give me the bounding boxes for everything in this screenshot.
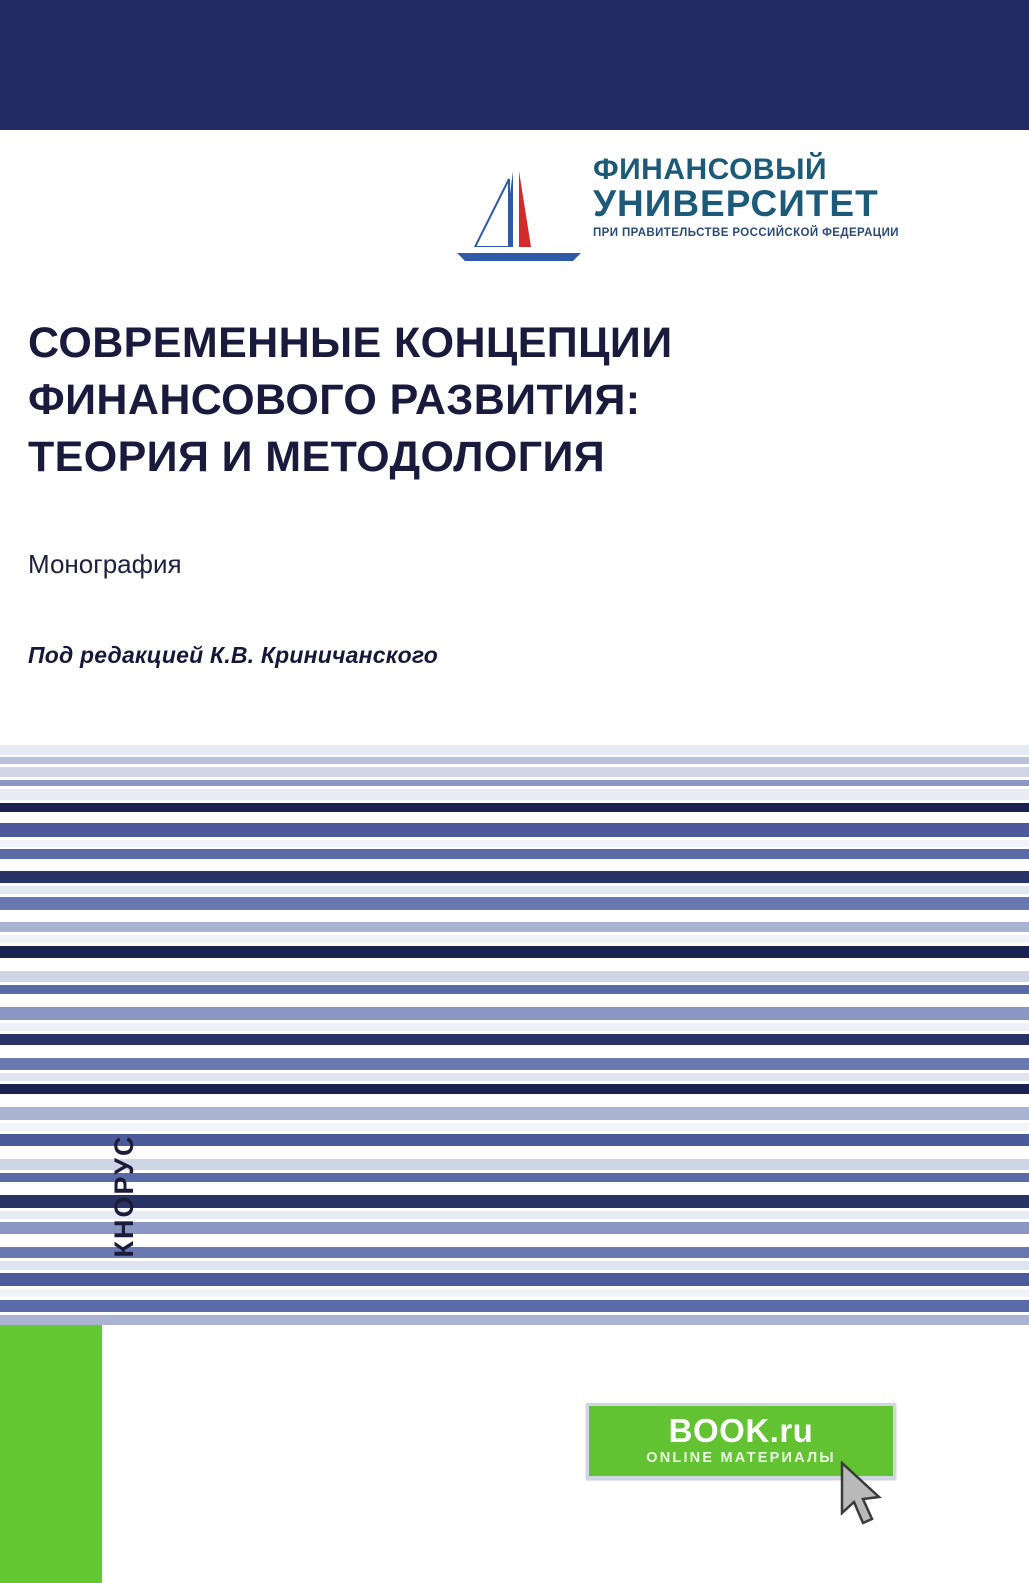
stripe-36 [0, 1185, 1029, 1192]
stripe-8 [0, 840, 1029, 847]
title-line-2: ФИНАНСОВОГО РАЗВИТИЯ: [28, 376, 641, 425]
stripe-41 [0, 1247, 1029, 1258]
stripe-13 [0, 897, 1029, 910]
stripe-7 [0, 823, 1029, 837]
stripe-33 [0, 1149, 1029, 1156]
stripe-6 [0, 815, 1029, 821]
page-title [28, 315, 858, 487]
stripe-9 [0, 849, 1029, 859]
stripe-43 [0, 1273, 1029, 1286]
university-logo [455, 155, 905, 270]
stripe-27 [0, 1073, 1029, 1081]
stripe-30 [0, 1107, 1029, 1120]
top-navy-band [0, 0, 1029, 130]
stripe-4 [0, 789, 1029, 800]
stripe-0 [0, 745, 1029, 755]
stripe-20 [0, 985, 1029, 994]
stripe-10 [0, 862, 1029, 868]
stripe-42 [0, 1261, 1029, 1270]
stripe-2 [0, 767, 1029, 777]
stripe-15 [0, 922, 1029, 932]
logo-line-1: ФИНАНСОВЫЙ [593, 153, 828, 186]
title-line-3: ТЕОРИЯ И МЕТОДОЛОГИЯ [28, 433, 606, 482]
stripe-1 [0, 757, 1029, 764]
badge-title: BOOK.ru [668, 1412, 814, 1449]
logo-line-2: УНИВЕРСИТЕТ [593, 183, 879, 224]
bottom-area [0, 1134, 1029, 1583]
stripe-12 [0, 886, 1029, 894]
stripe-16 [0, 935, 1029, 943]
stripe-19 [0, 971, 1029, 982]
publisher-name: КНОРУС [109, 1134, 139, 1258]
stripe-28 [0, 1084, 1029, 1094]
stripe-25 [0, 1048, 1029, 1055]
stripe-46 [0, 1315, 1029, 1325]
sail-logo-icon [455, 169, 585, 265]
stripe-38 [0, 1211, 1029, 1219]
stripe-34 [0, 1159, 1029, 1170]
title-area [28, 315, 858, 669]
stripe-44 [0, 1289, 1029, 1297]
stripe-3 [0, 780, 1029, 786]
logo-line-3: ПРИ ПРАВИТЕЛЬСТВЕ РОССИЙСКОЙ ФЕДЕРАЦИИ [593, 226, 899, 239]
stripe-31 [0, 1123, 1029, 1131]
stripe-5 [0, 803, 1029, 812]
stripe-29 [0, 1097, 1029, 1104]
stripe-22 [0, 1007, 1029, 1020]
mouse-pointer-icon [838, 1461, 884, 1527]
stripe-40 [0, 1237, 1029, 1244]
stripe-32 [0, 1134, 1029, 1146]
editor-credit: Под редакцией К.В. Криничанского [28, 641, 438, 668]
stripe-11 [0, 871, 1029, 883]
stripe-35 [0, 1173, 1029, 1182]
stripe-37 [0, 1195, 1029, 1208]
stripe-21 [0, 997, 1029, 1004]
badge-subtitle: ONLINE МАТЕРИАЛЫ [646, 1450, 836, 1466]
stripe-26 [0, 1058, 1029, 1070]
stripe-14 [0, 913, 1029, 919]
subtitle: Монография [28, 548, 182, 579]
stripe-24 [0, 1034, 1029, 1045]
stripe-17 [0, 946, 1029, 958]
publisher-block [0, 1325, 102, 1583]
university-logo-text [593, 155, 903, 239]
stripe-18 [0, 961, 1029, 968]
title-line-1: СОВРЕМЕННЫЕ КОНЦЕПЦИИ [28, 319, 673, 367]
stripe-23 [0, 1023, 1029, 1031]
decorative-stripes [0, 745, 1029, 1325]
stripe-39 [0, 1222, 1029, 1234]
stripe-45 [0, 1300, 1029, 1312]
